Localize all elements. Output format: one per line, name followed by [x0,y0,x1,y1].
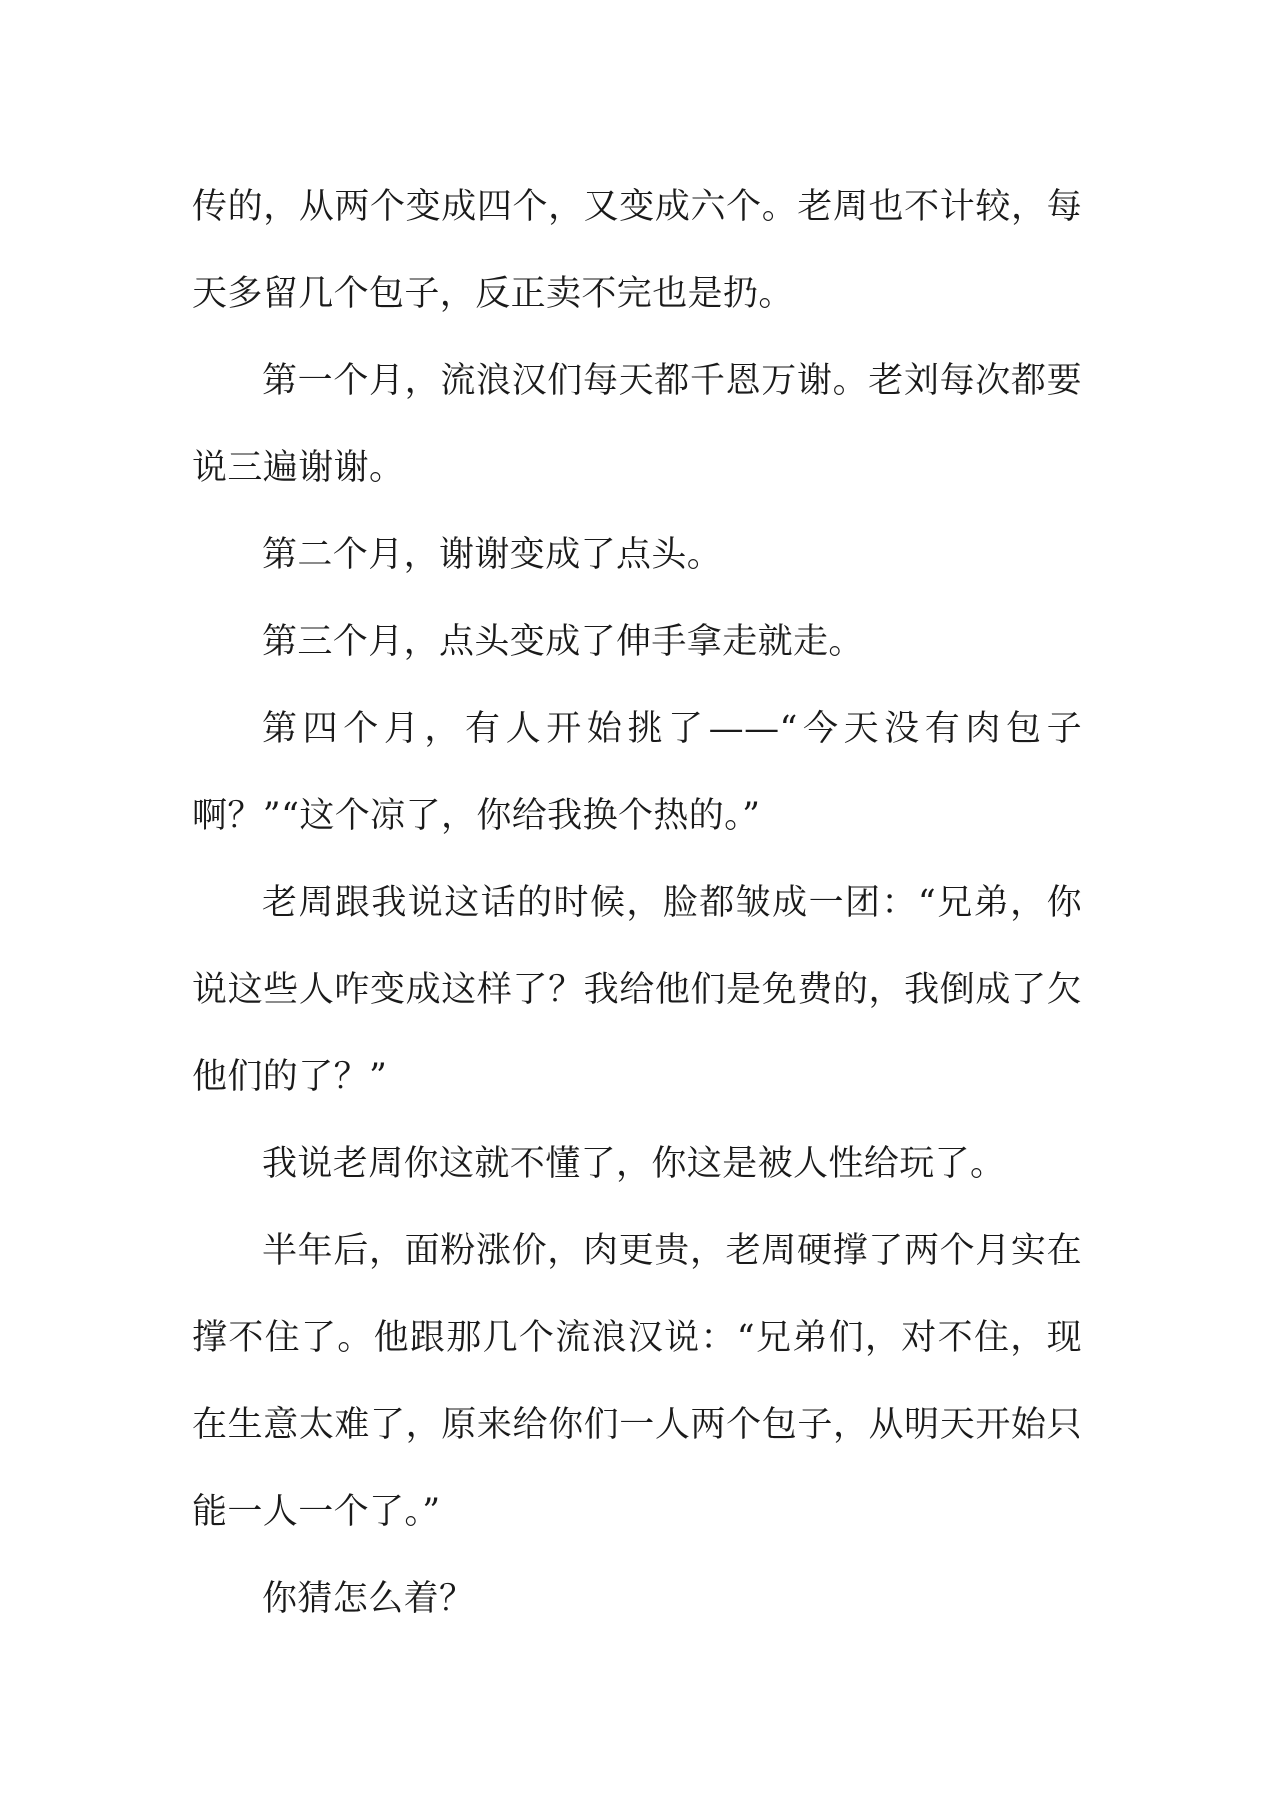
paragraph: 第三个月，点头变成了伸手拿走就走。 [262,622,864,662]
paragraph: 你猜怎么着？ [262,1579,475,1619]
paragraph: 第二个月，谢谢变成了点头。 [262,535,723,575]
paragraph: 第一个月，流浪汉们每天都千恩万谢。老刘每次都要说三遍谢谢。 [192,361,1082,488]
paragraph: 第四个月，有人开始挑了——“今天没有肉包子啊？”“这个凉了，你给我换个热的。” [192,709,1082,836]
paragraph: 传的，从两个变成四个，又变成六个。老周也不计较，每天多留几个包子，反正卖不完也是扔。 [192,187,1082,314]
paragraph: 半年后，面粉涨价，肉更贵，老周硬撑了两个月实在撑不住了。他跟那几个流浪汉说：“兄弟们，对不住，现在生意太难了，原来给你们一人两个包子，从明天开始只能一人一个了。” [192,1231,1082,1532]
paragraph: 老周跟我说这话的时候，脸都皱成一团：“兄弟，你说这些人咋变成这样了？我给他们是免费的，我倒成了欠他们的了？” [192,883,1082,1097]
document-body [192,164,1082,1643]
paragraph: 我说老周你这就不懂了，你这是被人性给玩了。 [262,1144,1006,1184]
